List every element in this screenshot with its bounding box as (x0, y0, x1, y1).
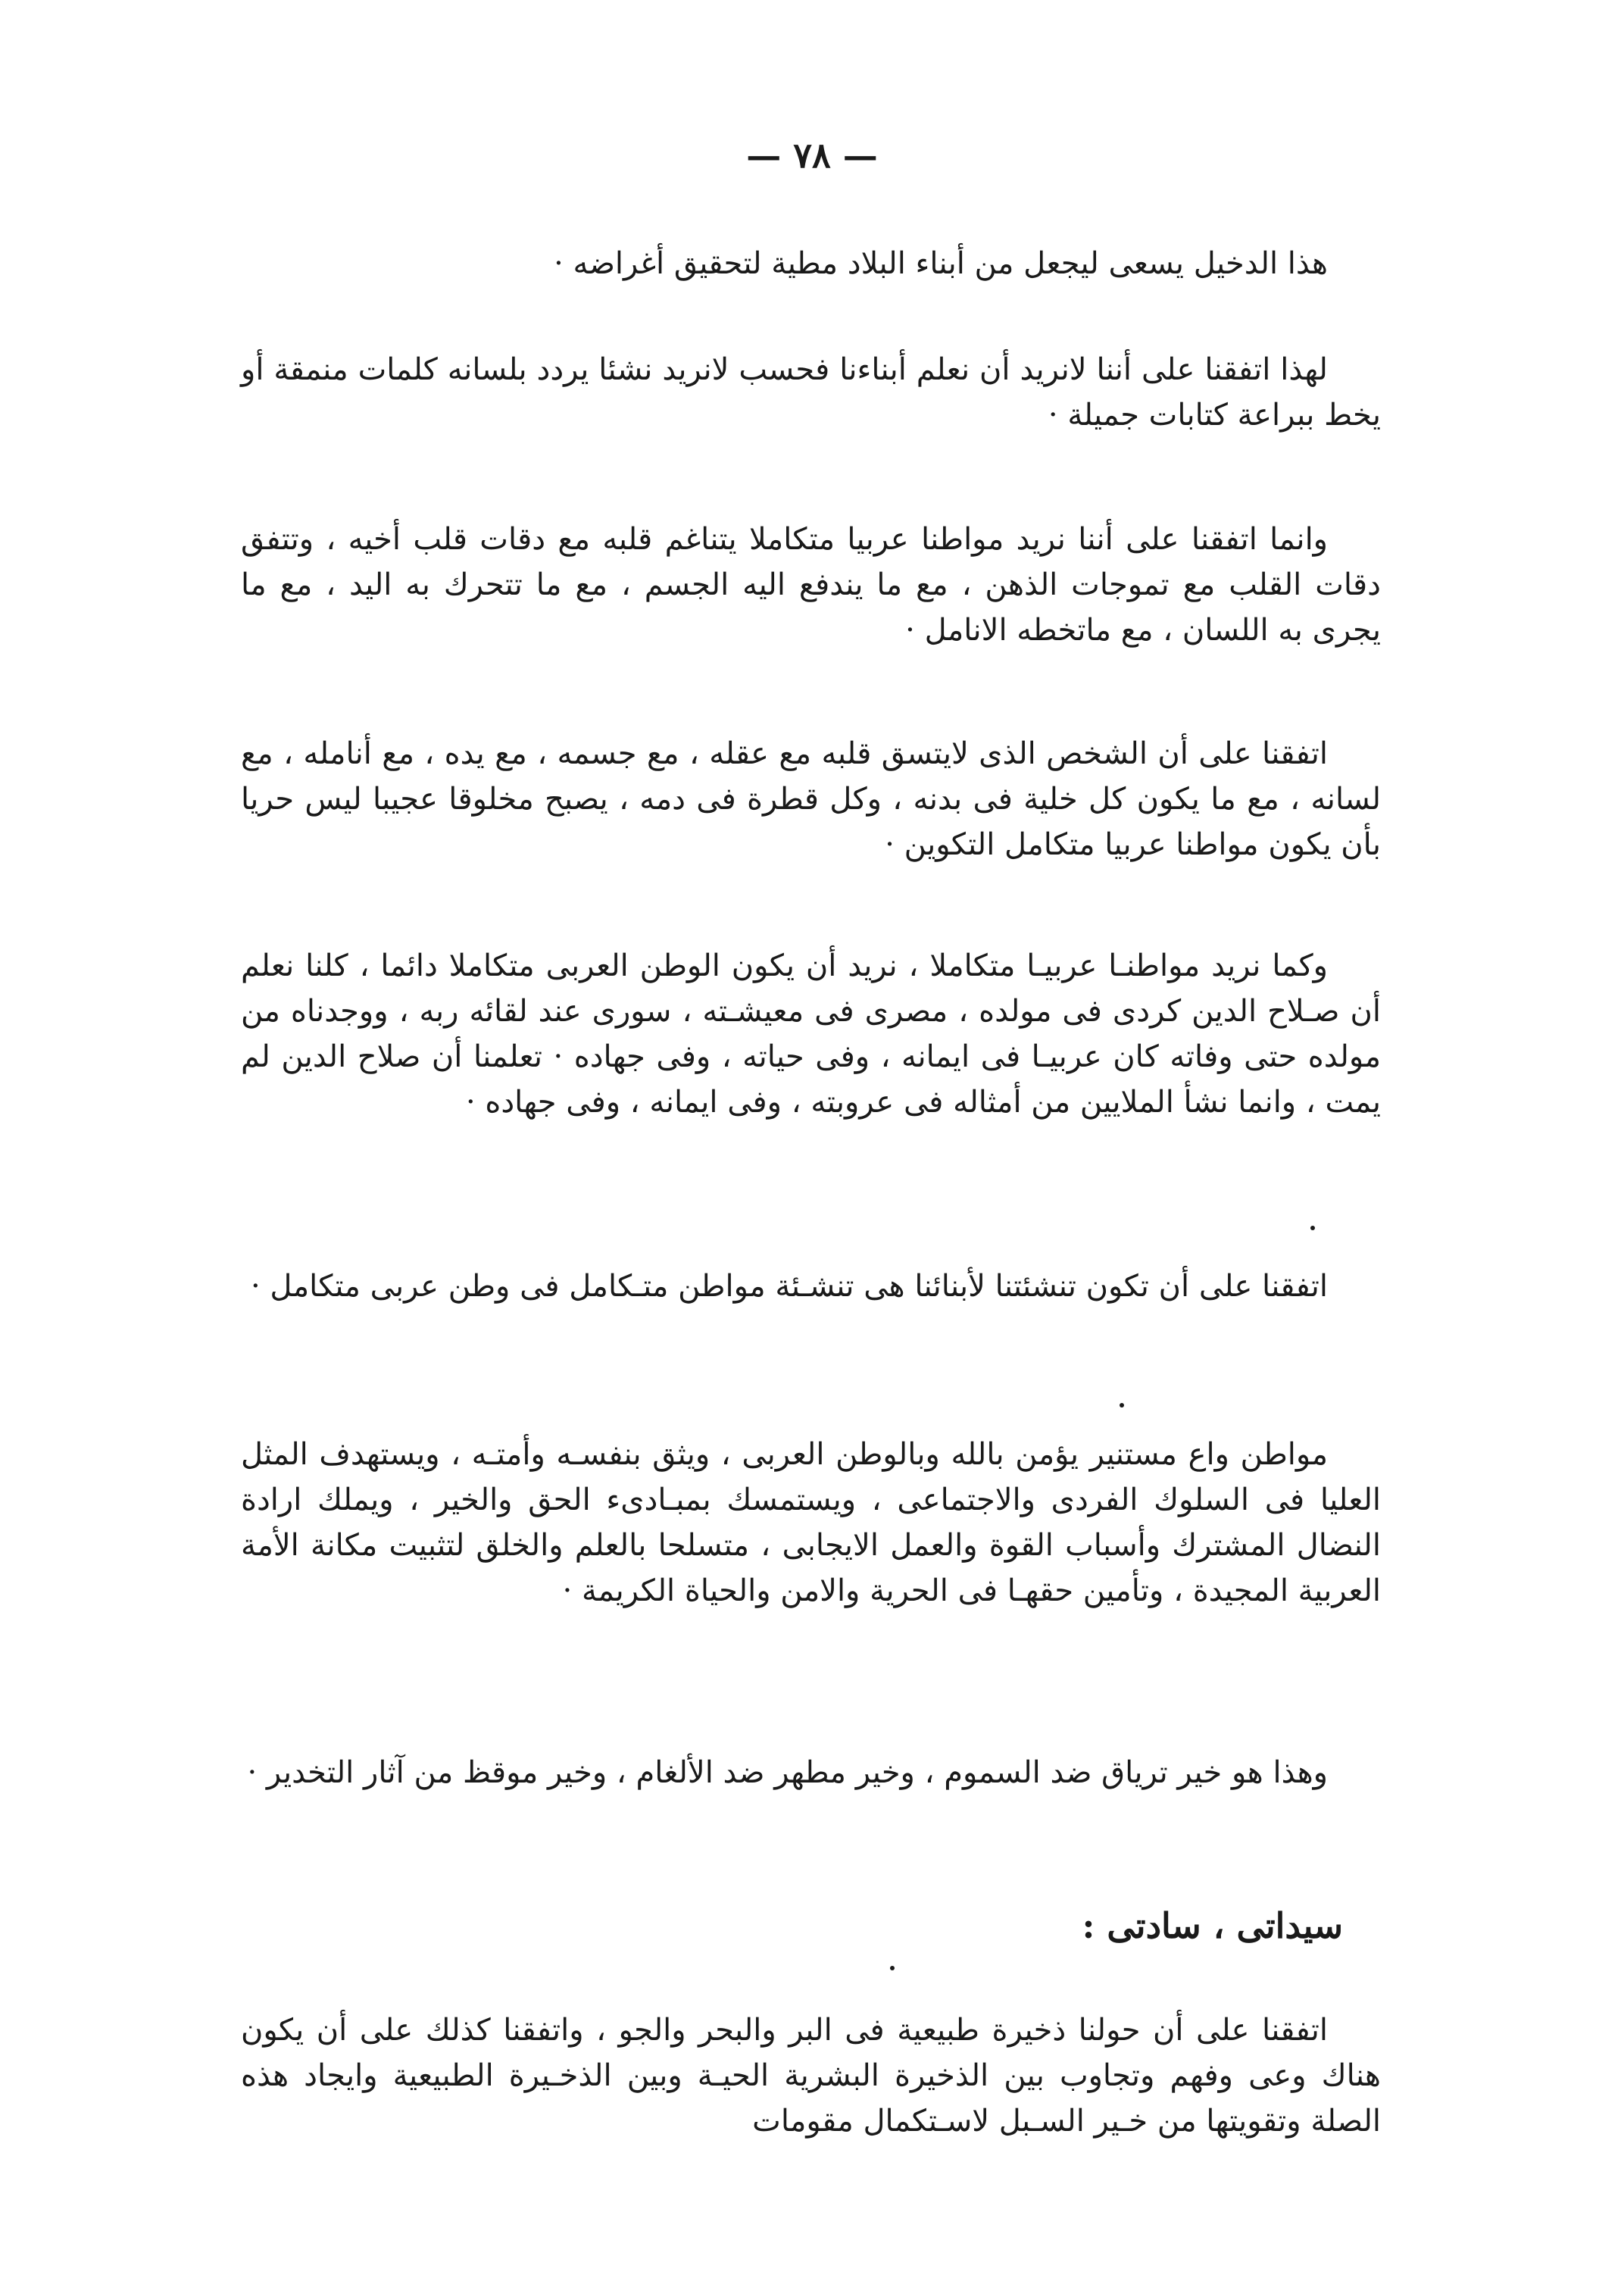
paragraph: وهذا هو خير ترياق ضد السموم ، وخير مطهر ضد الألغام ، وخير موقظ من آثار التخدير · (247, 1755, 1328, 1790)
paragraph: اتفقنا على أن تكون تنشئتنا لأبنائنا هى تنشـئة مواطن متـكامل فى وطن عربى متكامل · (251, 1269, 1328, 1304)
section-heading: سيداتى ، سادتى : (1082, 1905, 1343, 1946)
final-paragraph-block (241, 2007, 1381, 2144)
paragraph: وانما اتفقنا على أننا نريد مواطنا عربيا متكاملا يتناغم قلبه مع دقات قلب أخيه ، وتتفق دقات القلب مع تموجات الذهن ، مع ما يندفع اليه الجسم ، مع ما تتحرك به اليد ، مع ما يجرى به اللسان ، مع ماتخطه الانامل · (241, 522, 1381, 648)
paragraph: اتفقنا على أن حولنا ذخيرة طبيعية فى البر والبحر والجو ، واتفقنا كذلك على أن يكون هناك وعى وفهم وتجاوب بين الذخيرة البشرية الحيـة وبين الذخـيرة الطبيعية وايجاد هذه الصلة وتقويتها من خـير السـبل لاسـتكمال مقومات (241, 2013, 1381, 2139)
paragraph-7-block (241, 1432, 1381, 1614)
paragraph: هذا الدخيل يسعى ليجعل من أبناء البلاد مطية لتحقيق أغراضه · (554, 246, 1328, 281)
paragraph: وكما نريد مواطنـا عربيـا متكاملا ، نريد أن يكون الوطن العربى متكاملا دائما ، كلنا نعلم أن صـلاح الدين كردى فى مولده ، مصرى فى معيشـته ، سورى عند لقائه ربه ، ووجدناه من مولده حتى وفاته كان عربيـا فى ايمانه ، وفى حياته ، وفى جهاده · تعلمنا أن صلاح الدين لم يمت ، وانما نشأ الملايين من أمثاله فى عروبته ، وفى ايمانه ، وفى جهاده · (241, 948, 1381, 1120)
paragraph-2-block (241, 347, 1381, 438)
stray-mark (1310, 1226, 1315, 1230)
paragraph-1-block (241, 241, 1381, 286)
page-number: — ٧٨ — (746, 135, 878, 176)
paragraph-4-block (241, 731, 1381, 867)
paragraph-3-block (241, 517, 1381, 653)
paragraph-8-block (241, 1750, 1381, 1795)
paragraph-6-block (241, 1264, 1381, 1309)
paragraph: مواطن واع مستنير يؤمن بالله وبالوطن العربى ، ويثق بنفسـه وأمتـه ، ويستهدف المثل العليا فى السلوك الفردى والاجتماعى ، ويستمسك بمبـادىء الحق والخير ، ويملك ارادة النضال المشترك وأسباب القوة والعمل الايجابى ، متسلحا بالعلم والخلق لتثبيت مكانة الأمة العربية المجيدة ، وتأمين حقهـا فى الحرية والامن والحياة الكريمة · (241, 1437, 1381, 1608)
paragraph: اتفقنا على أن الشخص الذى لايتسق قلبه مع عقله ، مع جسمه ، مع يده ، مع أنامله ، مع لسانه ، مع ما يكون كل خلية فى بدنه ، وكل قطرة فى دمه ، يصبح مخلوقا عجيبا ليس حريا بأن يكون مواطنا عربيا متكامل التكوين · (241, 736, 1381, 862)
stray-mark (1120, 1403, 1124, 1408)
stray-mark (890, 1966, 895, 1970)
paragraph: لهذا اتفقنا على أننا لانريد أن نعلم أبناءنا فحسب لانريد نشئا يردد بلسانه كلمات منمقة أو يخط ببراعة كتابات جميلة · (241, 352, 1381, 433)
paragraph-5-block (241, 943, 1381, 1125)
